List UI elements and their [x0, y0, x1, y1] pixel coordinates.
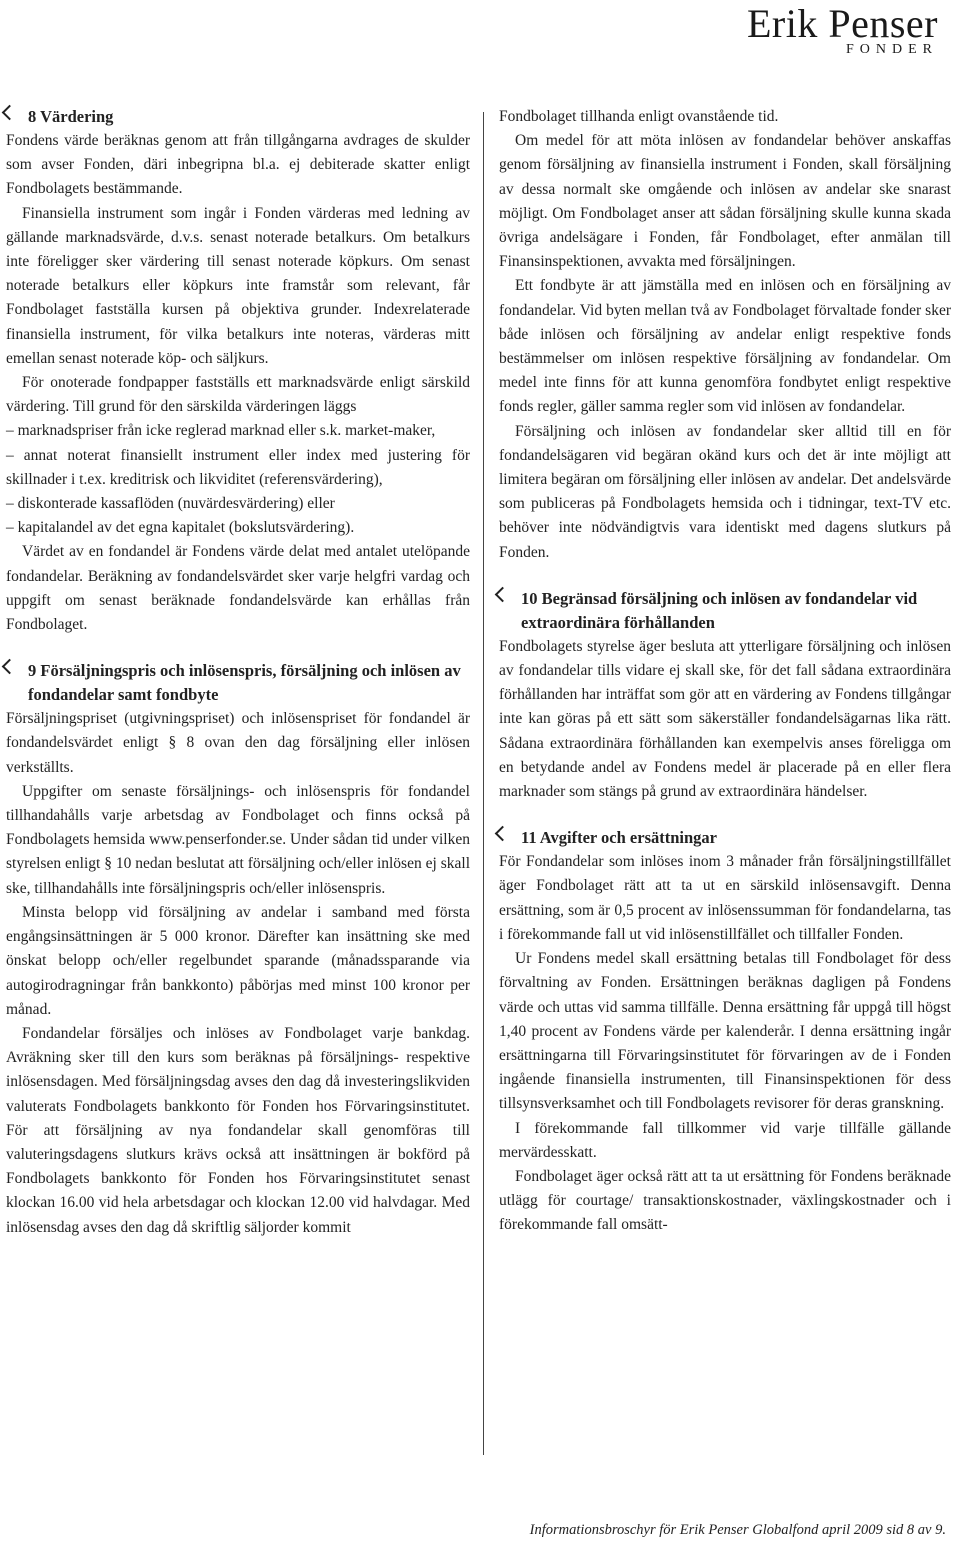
s8-dash-item-4: – kapitalandel av det egna kapitalet (bokslutsvärdering).: [6, 519, 355, 537]
s8-paragraph-2: Finansiella instrument som ingår i Fonden värderas med ledning av gällande marknadsvärde, d.v.s. senast noterade betalkurs. Om betalkurs inte föreligger sker värdering till senast noterade köpkurs. Om senast noterade betalkurs eller köpkurs inte framstår som relevant, får Fondbolaget fastställa kursen på objektiva grunder. Indexrelaterade finansiella instrument, för vilka betalkurs inte noteras, värderas mitt emellan senast noterade köp- och säljkurs.: [6, 204, 470, 367]
section-11-heading: [499, 826, 951, 850]
right-paragraph-4: Försäljning och inlösen av fondandelar sker alltid till en för fondandelsägaren vid begäran okänd kurs och det är inte möjligt att limitera begäran om försäljning eller inlösen av andelar. Det andelsvärde som publiceras på Fondbolagets hemsida och i tidningar, text-TV etc. behöver inte nödvändigtvis vara identiskt med dagens slutkurs på Fonden.: [499, 422, 951, 561]
logo-name: Erik Penser: [746, 1, 938, 46]
s9-paragraph-4: Fondandelar försäljes och inlöses av Fondbolaget varje bankdag. Avräkning sker till den kurs som beräknas på försäljnings- respektive inlösensdagen. Med försäljningsdag avses den dag då investeringslikviden valuterats Fondbolagets bankkonto för Fonden hos Förvaringsinstitutet. För att försäljning av nya fondandelar skall genomföras till valuteringsdagens slutkurs krävs också att insättningen är bokförd på Fondbolagets bankkonto för Fonden hos Förvaringsinstitutet senast klockan 16.00 vid hela arbetsdagar och klockan 12.00 vid halvdagar. Med inlösensdag avses den dag då skriftlig säljorder kommit: [6, 1024, 470, 1236]
right-column: [499, 105, 951, 1238]
right-paragraph-2: Om medel för att möta inlösen av fondandelar behöver anskaffas genom försäljning av finansiella instrument i Fonden, skall försäljning av dessa normalt ske omgående och inlösen av andelar ske snarast möjligt. Om Fondbolaget anser att sådan försäljning skulle kunna skada övriga andelsägare i Fonden, får Fondbolaget, efter anmälan till Finansinspektionen, avvakta med försäljningen.: [499, 132, 951, 271]
section-sign-icon: [497, 828, 507, 842]
section-sign-icon: [497, 589, 507, 603]
left-column: [6, 105, 470, 1240]
column-divider: [483, 112, 484, 1455]
section-8-heading: [6, 105, 470, 129]
company-logo: [747, 2, 938, 58]
section-10-title: 10 Begränsad försäljning och inlösen av fondandelar vid extraordinära förhållanden: [521, 588, 918, 632]
s8-dash-item-1: – marknadspriser från icke reglerad marknad eller s.k. market-maker,: [6, 422, 436, 440]
section-sign-icon: [4, 661, 14, 675]
s8-dash-item-2: – annat noterat finansiellt instrument eller index med justering för skillnader i t.ex. kreditrisk och likviditet (referensvärdering),: [6, 446, 470, 488]
right-paragraph-1: Fondbolaget tillhanda enligt ovanstående tid.: [499, 108, 779, 125]
section-9-heading: [6, 659, 470, 707]
s9-paragraph-3: Minsta belopp vid försäljning av andelar i samband med första engångsinsättningen är 5 000 kronor. Därefter kan insättning ske med önskat belopp och/eller regelbundet sparande (månadssparande via autogirodragningar från bankkonto) påbörjas med minst 100 kronor per månad.: [6, 903, 470, 1018]
s11-paragraph-4: Fondbolaget äger också rätt att ta ut ersättning för Fondens beräknade utlägg för courtage/ transaktionskostnader, växlingskostnader och i förekommande fall omsätt-: [499, 1167, 951, 1234]
s8-dash-item-3: – diskonterade kassaflöden (nuvärdesvärdering) eller: [6, 495, 335, 513]
s8-paragraph-3: För onoterade fondpapper fastställs ett marknadsvärde enligt särskild värdering. Till grund för den särskilda värderingen läggs: [6, 374, 470, 416]
logo-subtitle: FONDER: [845, 42, 938, 57]
right-paragraph-3: Ett fondbyte är att jämställa med en inlösen och en försäljning av fondandelar. Vid byten mellan två av Fondbolaget förvaltade fonder sker både inlösen och försäljning av andelar enligt respektive fonds bestämmelser om inlösen respektive försäljning av fondandelar. Om medel inte finns för att kunna genomföra fondbytet enligt respektive fonds regler, gäller samma regler som vid inlösen av fondandelar.: [499, 277, 951, 416]
section-11-title: 11 Avgifter och ersättningar: [521, 828, 717, 848]
section-8-title: 8 Värdering: [28, 107, 114, 126]
s10-paragraph-1: Fondbolagets styrelse äger besluta att ytterligare försäljning och inlösen av fondandelar tills vidare ej skall ske, för det fall sådana extraordinära förhållanden har inträffat som gör att en värdering av Fondens tillgångar inte kan göras på ett sätt som säkerställer fondandelsägarnas lika rätt. Sådana extraordinära förhållanden kan exempelvis anses föreligga om en betydande andel av Fondens medel är placerade på en eller flera marknader som stängs på grund av extraordinära händelser.: [499, 637, 951, 801]
s11-paragraph-3: I förekommande fall tillkommer vid varje tillfälle gällande mervärdesskatt.: [499, 1119, 951, 1161]
s8-paragraph-1: Fondens värde beräknas genom att från tillgångarna avdrages de skulder som avser Fonden, däri inbegripna bl.a. ej debiterade skatter enligt Fondbolagets bestämmande.: [6, 132, 470, 198]
section-10-heading: [499, 587, 951, 635]
s11-paragraph-2: Ur Fondens medel skall ersättning betalas till Fondbolaget för dess förvaltning av Fonden. Ersättningen beräknas dagligen på Fondens värde och uttas vid samma tillfälle. Denna ersättning får uppgå till högst 1,40 procent av Fondens värde per kalenderår. I denna ersättning ingår ersättningarna till Förvaringsinstitutet för förvaringen av de i Fonden ingående finansiella instrumenten, till Finansinspektionen för dess tillsynsverksamhet och till Fondbolagets revisorer för deras granskning.: [499, 950, 951, 1113]
s9-paragraph-1: Försäljningspriset (utgivningspriset) och inlösenspriset för fondandel är fondandelsvärdet enligt § 8 ovan den dag försäljning eller inlösen verkställts.: [6, 710, 470, 776]
section-9-title: 9 Försäljningspris och inlösenspris, försäljning och inlösen av fondandelar samt fondbyte: [28, 661, 461, 705]
section-sign-icon: [4, 107, 14, 121]
page-footer: Informationsbroschyr för Erik Penser Globalfond april 2009 sid 8 av 9.: [529, 1522, 946, 1538]
s8-paragraph-4: Värdet av en fondandel är Fondens värde delat med antalet utelöpande fondandelar. Beräkning av fondandelsvärdet sker varje helgfri vardag och uppgift om senast beräknade fondandelsvärde kan erhållas från Fondbolaget.: [6, 543, 470, 634]
s11-paragraph-1: För Fondandelar som inlöses inom 3 månader från försäljningstillfället äger Fondbolaget rätt att ta ut en särskild inlösensavgift. Denna ersättning, som är 0,5 procent av inlösenssumman för fondandelarna, tas i förekommande fall ut vid inlösenstillfället och tillfaller Fonden.: [499, 853, 951, 943]
s9-paragraph-2: Uppgifter om senaste försäljnings- och inlösenspris för fondandel tillhandahålls varje arbetsdag av Fondbolaget och finns också på Fondbolagets hemsida www.penserfonder.se. Under sådan tid under vilken styrelsen enligt § 10 nedan beslutat att försäljning och/eller inlösen ej skall ske, tillhandahålls inte försäljningspris och/eller inlösenspris.: [6, 782, 470, 897]
